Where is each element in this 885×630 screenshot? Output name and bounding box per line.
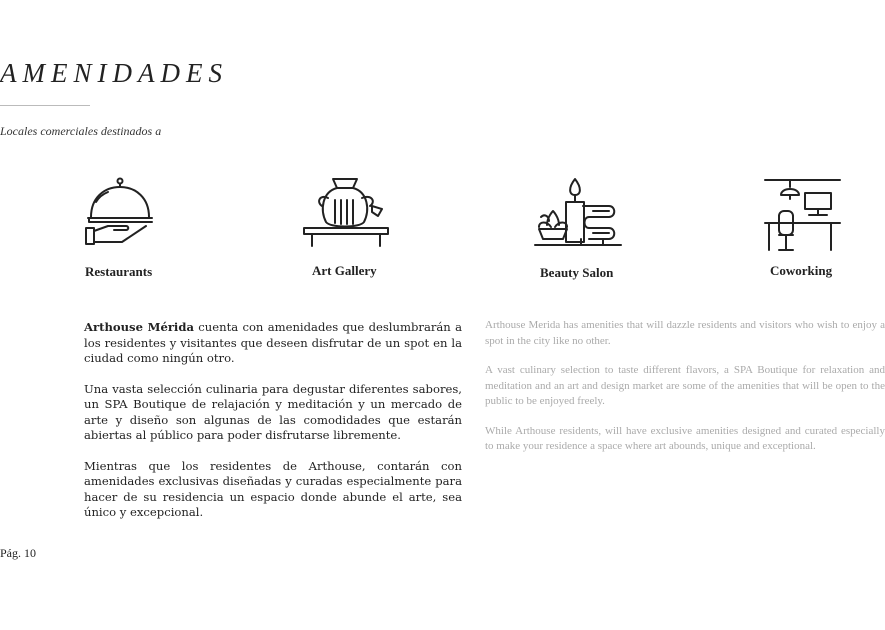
english-paragraph-3: While Arthouse residents, will have exclusive amenities designed and curated especially to make your residence a space where art abounds, unique and exceptional.: [485, 424, 885, 452]
vase-shelf-icon: [302, 176, 392, 248]
page-number: Pág. 10: [0, 546, 36, 560]
title-divider: [0, 105, 90, 106]
amenity-label-restaurants: Restaurants: [85, 264, 153, 279]
english-paragraph-1: Arthouse Merida has amenities that will dazzle residents and visitors who wish to enjoy a spot in the city like no other.: [485, 319, 885, 347]
english-paragraph-2: A vast culinary selection to taste different flavors, a SPA Boutique for relaxation and meditation and an art and design market are some of the amenities that will be open to the public to be enjoyed freely.: [485, 364, 885, 407]
cloche-tray-icon: [82, 176, 152, 248]
english-description: [485, 318, 885, 469]
spanish-paragraph-2: Una vasta selección culinaria para degustar diferentes sabores, un SPA Boutique de relajación y meditación y un mercado de arte y diseño son algunas de las comodidades que estarán abiertas al público para poder disfrutarse libremente.: [84, 381, 462, 442]
amenity-label-art-gallery: Art Gallery: [312, 263, 377, 278]
spanish-description: [84, 320, 462, 536]
desk-computer-icon: [765, 177, 840, 253]
spanish-paragraph-3: Mientras que los residentes de Arthouse, contarán con amenidades exclusivas diseñadas y curadas especialmente para hacer de su residencia un espacio donde abunde el arte, sea único y excepcional.: [84, 458, 462, 519]
brand-name: Arthouse Mérida: [84, 320, 194, 334]
spanish-paragraph-1-text: cuenta con amenidades que deslumbrarán a los residentes y visitantes que deseen disfrutar de un spot en la ciudad como ningún otro.: [84, 320, 462, 365]
spa-candle-towels-icon: [533, 177, 623, 251]
amenity-label-coworking: Coworking: [770, 263, 833, 278]
spanish-paragraph-1: [84, 320, 462, 367]
page-title: AMENIDADES: [0, 58, 228, 88]
amenity-label-beauty-salon: Beauty Salon: [540, 265, 614, 280]
page-subtitle: Locales comerciales destinados a: [0, 124, 162, 138]
